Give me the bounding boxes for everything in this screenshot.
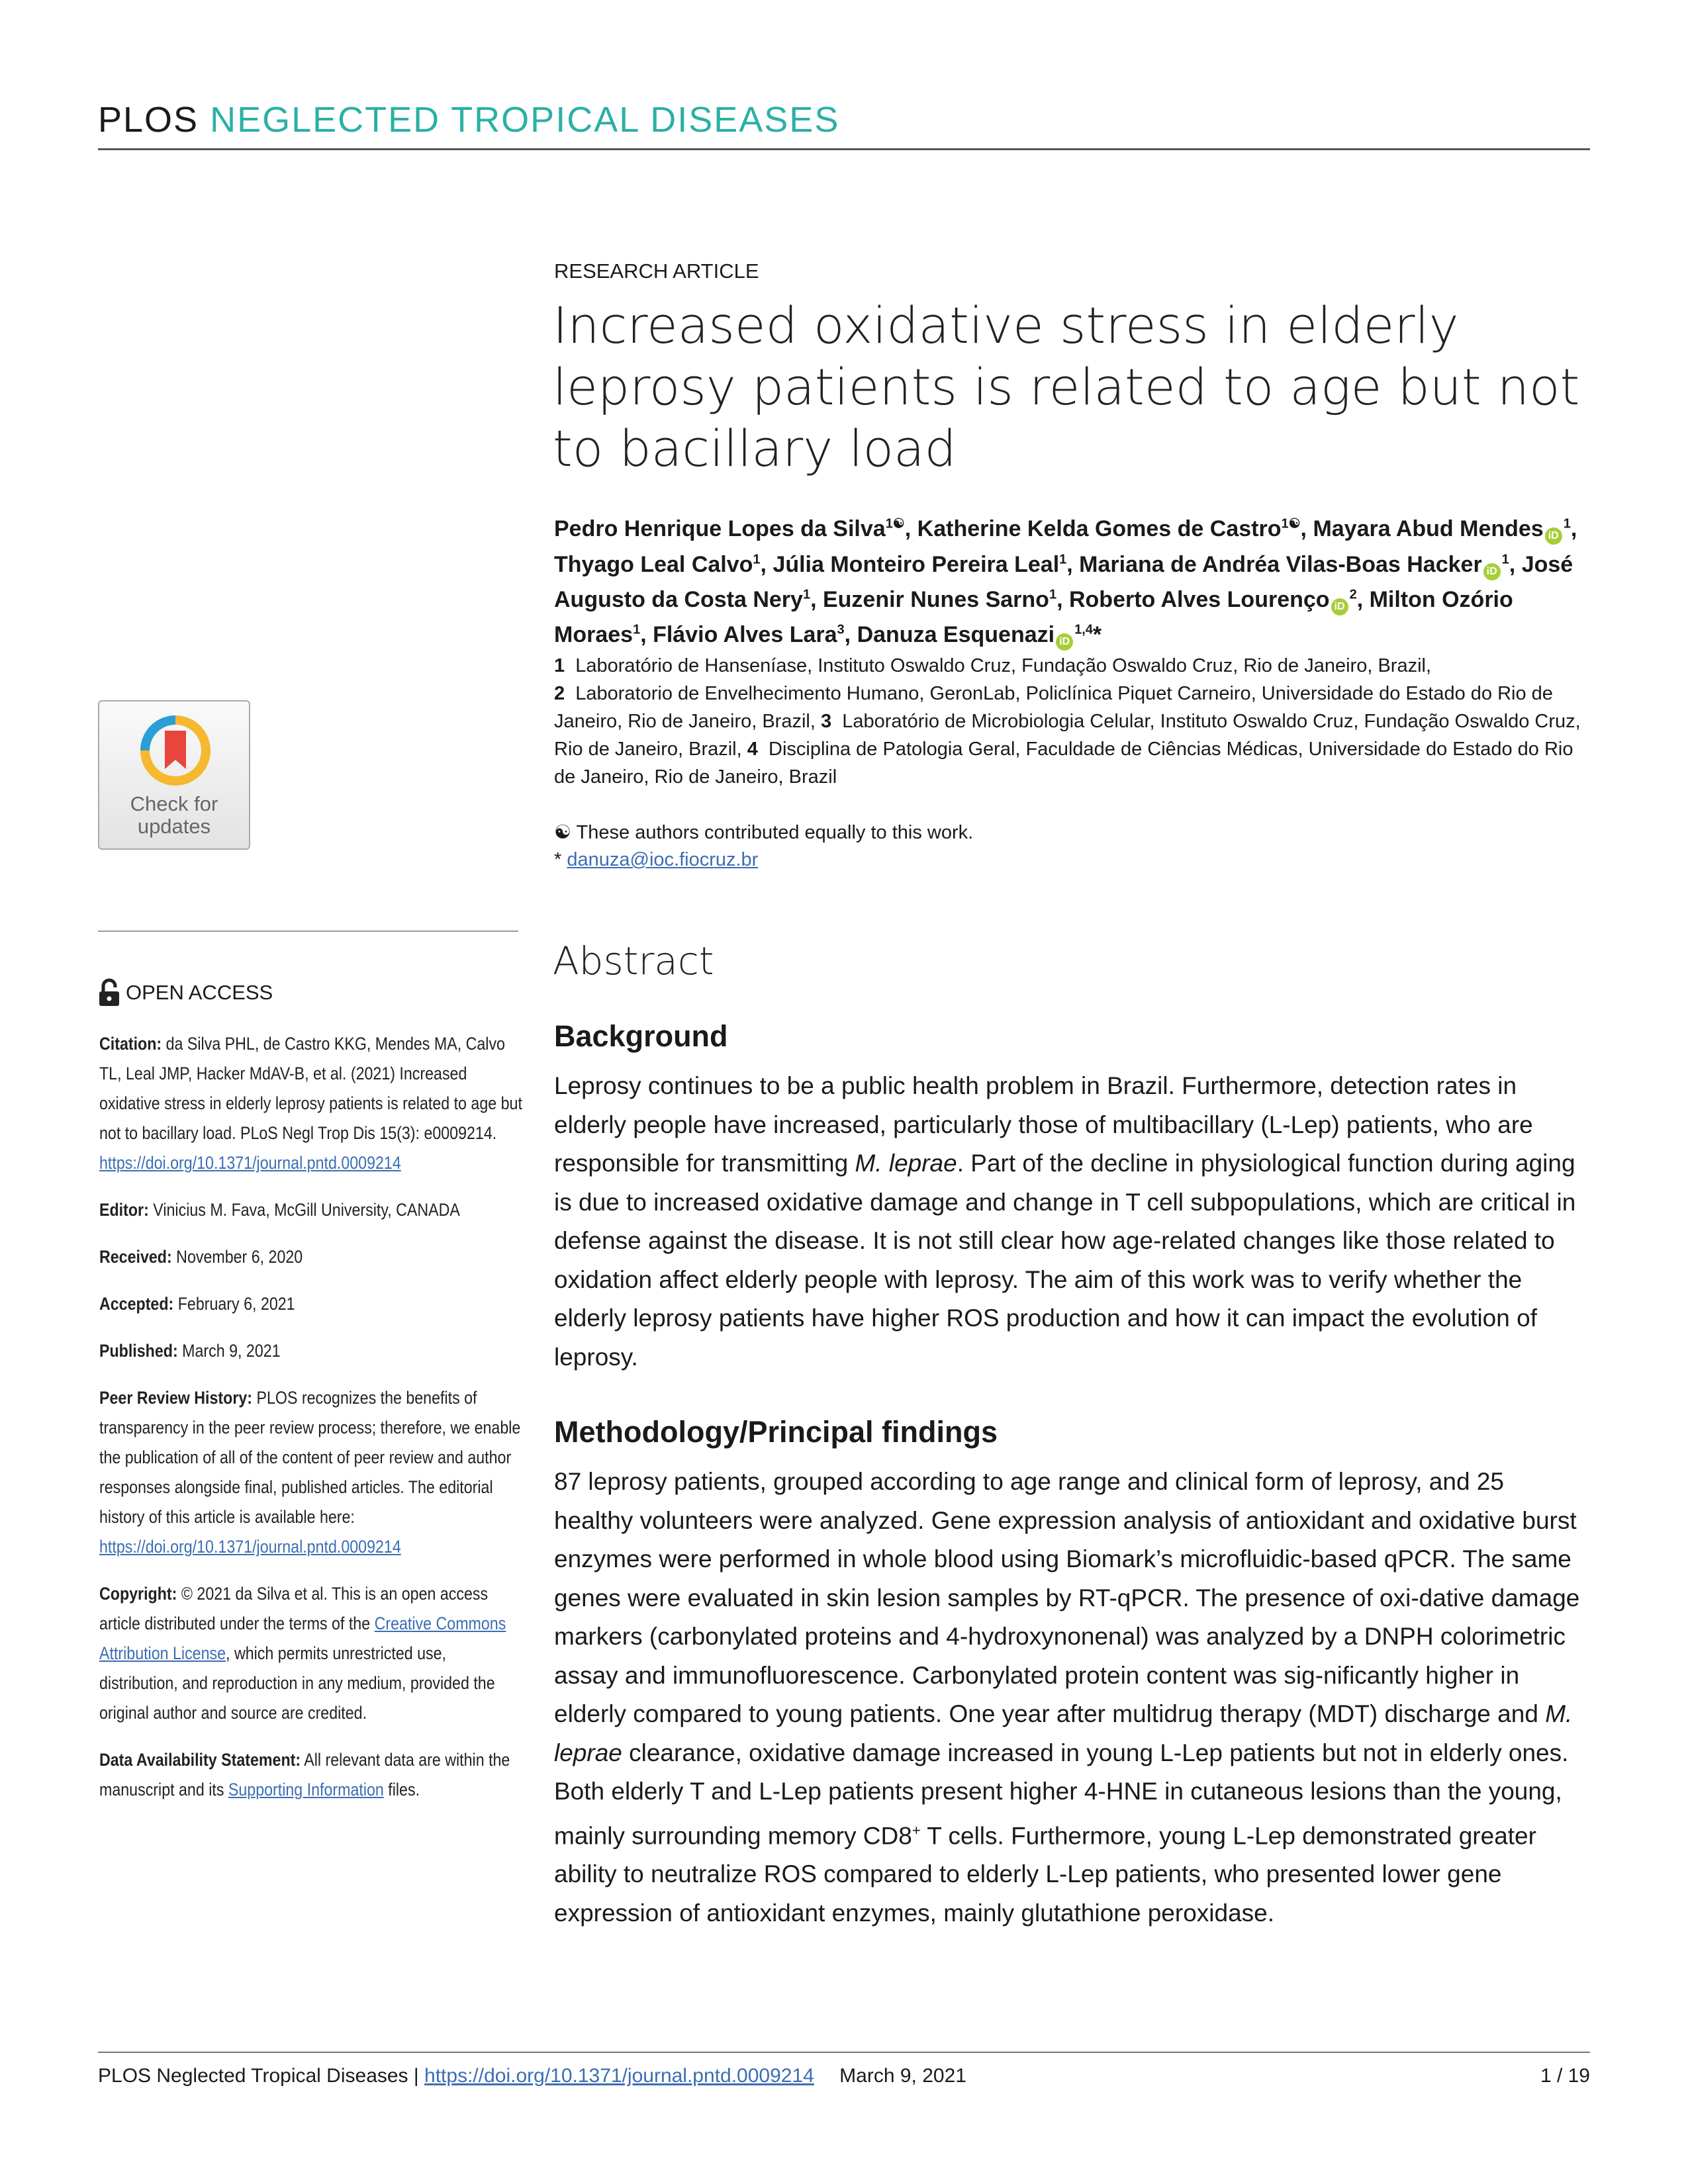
- author-affiliation-sup: 1: [1049, 587, 1057, 602]
- article-title: Increased oxidative stress in elderly leprosy patients is related to age but not to bacillary load: [553, 296, 1580, 478]
- peer-review-link[interactable]: https://doi.org/10.1371/journal.pntd.0009214: [99, 1537, 401, 1557]
- affiliation-text: Laboratorio de Envelhecimento Humano, GeronLab, Policlínica Piquet Carneiro, Universidade do Estado do Rio de Janeiro, Rio de Janeiro, Brazil,: [554, 683, 1553, 732]
- author-name: José Augusto da Costa Nery: [554, 551, 1573, 612]
- peer-review-block: [99, 1383, 523, 1562]
- accepted-block: [99, 1289, 523, 1319]
- author: [773, 552, 1079, 577]
- author: [1313, 516, 1577, 541]
- author-list: [554, 510, 1600, 651]
- orcid-icon[interactable]: iD: [1331, 598, 1348, 615]
- header-divider: [98, 148, 1590, 150]
- editor-label: Editor:: [99, 1200, 149, 1220]
- affiliation-number: 3: [820, 711, 832, 732]
- footer-divider: [98, 2052, 1590, 2053]
- article-info-sidebar: [99, 1029, 523, 1822]
- author-separator: ,: [844, 622, 857, 648]
- author-name: Mayara Abud Mendes: [1313, 516, 1544, 542]
- author-separator: ,: [760, 551, 773, 577]
- citation-doi-link[interactable]: https://doi.org/10.1371/journal.pntd.0009214: [99, 1153, 401, 1173]
- author-name: Roberto Alves Lourenço: [1068, 586, 1330, 612]
- author-name: Milton Ozório Moraes: [554, 586, 1513, 648]
- copyright-block: [99, 1579, 523, 1728]
- editor-block: [99, 1195, 523, 1225]
- crossmark-icon: [136, 711, 215, 790]
- copyright-text-continued: , which permits unrestricted use, distribution, and reproduction in any medium, provided the original author and source are credited.: [99, 1643, 495, 1723]
- footer-journal: PLOS Neglected Tropical Diseases |: [98, 2065, 425, 2087]
- author-affiliation-sup: 1: [1563, 517, 1571, 531]
- author-name: Danuza Esquenazi: [857, 622, 1055, 648]
- author-separator: ,: [1056, 586, 1069, 612]
- accepted-label: Accepted:: [99, 1294, 174, 1314]
- affiliation-number: 2: [554, 683, 565, 704]
- author-separator: *: [1092, 622, 1102, 648]
- received-label: Received:: [99, 1247, 172, 1267]
- methods-text-1: 87 leprosy patients, grouped according to age range and clinical form of leprosy, and 25 healthy volunteers were analyzed. Gene expression analysis of antioxidant and oxidative burst enzymes were performed in whole blood using Biomark’s microfluidic-based qPCR. The same genes were evaluated in skin lesion samples by RT-qPCR. The presence of oxi-dative damage markers (carbonylated proteins and 4-hydroxynonenal) was analyzed by a DNPH colorimetric assay and immunofluorescence. Carbonylated protein content was sig-nificantly higher in elderly compared to young patients. One year after multidrug therapy (MDT) discharge and: [554, 1468, 1580, 1727]
- peer-review-label: Peer Review History:: [99, 1388, 253, 1408]
- author: [857, 622, 1102, 647]
- methods-text-3: T cells. Furthermore, young L-Lep demonstrated greater ability to neutralize ROS compared to elderly L-Lep patients, who presented lower gene expression of antioxidant enzymes, mainly glutathione peroxidase.: [554, 1821, 1536, 1927]
- affiliation-number: 4: [747, 739, 758, 760]
- data-availability-label: Data Availability Statement:: [99, 1750, 301, 1770]
- author: [1069, 587, 1370, 612]
- footer-doi-link[interactable]: https://doi.org/10.1371/journal.pntd.0009214: [424, 2065, 814, 2087]
- methods-paragraph: [554, 1463, 1587, 1933]
- author-separator: ,: [1509, 551, 1522, 577]
- citation-block: [99, 1029, 523, 1178]
- author-separator: ,: [904, 516, 917, 542]
- data-availability-block: [99, 1745, 523, 1805]
- author: [823, 587, 1069, 612]
- author-affiliation-sup: 3: [837, 622, 845, 637]
- article-type: RESEARCH ARTICLE: [554, 259, 759, 283]
- accepted-date: February 6, 2021: [177, 1294, 295, 1314]
- abstract-heading: Abstract: [553, 938, 714, 983]
- methods-species: M. leprae: [554, 1700, 1573, 1766]
- orcid-icon[interactable]: iD: [1545, 527, 1562, 545]
- equal-contribution-symbol: ☯: [554, 822, 571, 843]
- page-footer: [98, 2065, 966, 2087]
- author-name: Flávio Alves Lara: [653, 622, 837, 648]
- copyright-label: Copyright:: [99, 1584, 177, 1604]
- author-name: Euzenir Nunes Sarno: [822, 586, 1049, 612]
- affiliations: [554, 652, 1587, 791]
- author: [1079, 552, 1522, 577]
- methods-superscript: +: [912, 1821, 921, 1839]
- background-species: M. leprae: [855, 1150, 957, 1177]
- orcid-icon[interactable]: iD: [1483, 563, 1501, 580]
- check-for-updates-badge[interactable]: [98, 700, 250, 850]
- background-paragraph: [554, 1067, 1587, 1377]
- data-availability-text-end: files.: [388, 1780, 420, 1799]
- open-access-text: OPEN ACCESS: [126, 981, 273, 1004]
- author-notes: [554, 819, 1587, 874]
- author-affiliation-sup: 1: [633, 622, 641, 637]
- published-date: March 9, 2021: [182, 1341, 281, 1361]
- data-availability-text: All relevant data are within the manuscript and its: [99, 1750, 510, 1799]
- author-affiliation-sup: 1: [1059, 552, 1067, 567]
- author-affiliation-sup: 2: [1349, 587, 1357, 602]
- received-block: [99, 1242, 523, 1272]
- author-affiliation-sup: 1☯: [1281, 517, 1301, 531]
- published-label: Published:: [99, 1341, 178, 1361]
- methods-text-2: clearance, oxidative damage increased in young L-Lep patients but not in elderly ones. Both elderly T and L-Lep patients present higher 4-HNE in cutaneous lesions than the young, mainly surrounding memory CD8: [554, 1739, 1569, 1849]
- author-affiliation-sup: 1,4: [1074, 622, 1093, 637]
- open-lock-icon: [98, 978, 120, 1007]
- corresponding-email-link[interactable]: danuza@ioc.fiocruz.br: [567, 849, 759, 870]
- supporting-information-link[interactable]: Supporting Information: [228, 1780, 384, 1799]
- corresponding-symbol: *: [554, 849, 562, 870]
- methods-heading: Methodology/Principal findings: [554, 1415, 998, 1449]
- copyright-text: © 2021 da Silva et al. This is an open access article distributed under the terms of the: [99, 1584, 489, 1633]
- editor-text: Vinicius M. Fava, McGill University, CANADA: [153, 1200, 460, 1220]
- author-separator: ,: [1300, 516, 1313, 542]
- footer-date: March 9, 2021: [839, 2065, 966, 2087]
- author: [554, 552, 773, 577]
- author-affiliation-sup: 1: [753, 552, 761, 567]
- page-number: 1 / 19: [1540, 2065, 1590, 2087]
- author-name: Júlia Monteiro Pereira Leal: [773, 551, 1060, 577]
- open-access-label: [98, 978, 273, 1007]
- published-block: [99, 1336, 523, 1366]
- author: [653, 622, 857, 647]
- citation-label: Citation:: [99, 1034, 162, 1054]
- check-for-updates-label: Check for updates: [130, 792, 218, 838]
- license-link[interactable]: Creative Commons Attribution License: [99, 1614, 506, 1663]
- author-affiliation-sup: 1: [1501, 552, 1509, 567]
- author: [917, 516, 1313, 541]
- author: [554, 516, 917, 541]
- journal-name: NEGLECTED TROPICAL DISEASES: [210, 100, 840, 140]
- background-heading: Background: [554, 1019, 728, 1053]
- author-affiliation-sup: 1: [802, 587, 811, 602]
- author-name: Katherine Kelda Gomes de Castro: [917, 516, 1282, 542]
- background-text-2: . Part of the decline in physiological function during aging is due to increased oxidative damage and change in T cell subpopulations, which are critical in defense against the disease. It is not still clear how age-related changes like those related to oxidation affect elderly people with leprosy. The aim of this work was to verify whether the elderly leprosy patients have higher ROS production and how it can impact the evolution of leprosy.: [554, 1150, 1576, 1371]
- background-text-1: Leprosy continues to be a public health problem in Brazil. Furthermore, detection rates in elderly people have increased, particularly those of multibacillary (L-Lep) patients, who are responsible for transmitting: [554, 1072, 1533, 1177]
- corresponding-author-note: [554, 846, 1587, 874]
- author-name: Pedro Henrique Lopes da Silva: [554, 516, 886, 542]
- affiliation-text: Disciplina de Patologia Geral, Faculdade de Ciências Médicas, Universidade do Estado do Rio de Janeiro, Rio de Janeiro, Brazil: [554, 739, 1573, 788]
- affiliation-text: Laboratório de Hanseníase, Instituto Oswaldo Cruz, Fundação Oswaldo Cruz, Rio de Janeiro, Brazil,: [575, 655, 1432, 676]
- author-separator: ,: [640, 622, 653, 648]
- equal-contribution-note: [554, 819, 1587, 846]
- received-date: November 6, 2020: [176, 1247, 303, 1267]
- affiliation-text: Laboratório de Microbiologia Celular, Instituto Oswaldo Cruz, Fundação Oswaldo Cruz, Rio de Janeiro, Brazil,: [554, 711, 1581, 760]
- author-separator: ,: [810, 586, 823, 612]
- author-separator: ,: [1570, 516, 1577, 542]
- journal-header: [98, 99, 839, 140]
- orcid-icon[interactable]: iD: [1056, 633, 1073, 651]
- sidebar-divider: [98, 931, 518, 932]
- author-affiliation-sup: 1☯: [885, 517, 905, 531]
- affiliation-number: 1: [554, 655, 565, 676]
- journal-publisher: PLOS: [98, 100, 199, 140]
- equal-contribution-text: These authors contributed equally to this work.: [576, 822, 974, 843]
- peer-review-text: PLOS recognizes the benefits of transparency in the peer review process; therefore, we enable the publication of all of the content of peer review and author responses alongside final, published articles. The editorial history of this article is available here:: [99, 1388, 521, 1527]
- author-name: Mariana de Andréa Vilas-Boas Hacker: [1079, 551, 1482, 577]
- author-separator: ,: [1356, 586, 1370, 612]
- author-name: Thyago Leal Calvo: [554, 551, 753, 577]
- citation-text: da Silva PHL, de Castro KKG, Mendes MA, Calvo TL, Leal JMP, Hacker MdAV-B, et al. (2021) Increased oxidative stress in elderly leprosy patients is related to age but not to bacillary load. PLoS Negl Trop Dis 15(3): e0009214.: [99, 1034, 522, 1143]
- author-separator: ,: [1066, 551, 1080, 577]
